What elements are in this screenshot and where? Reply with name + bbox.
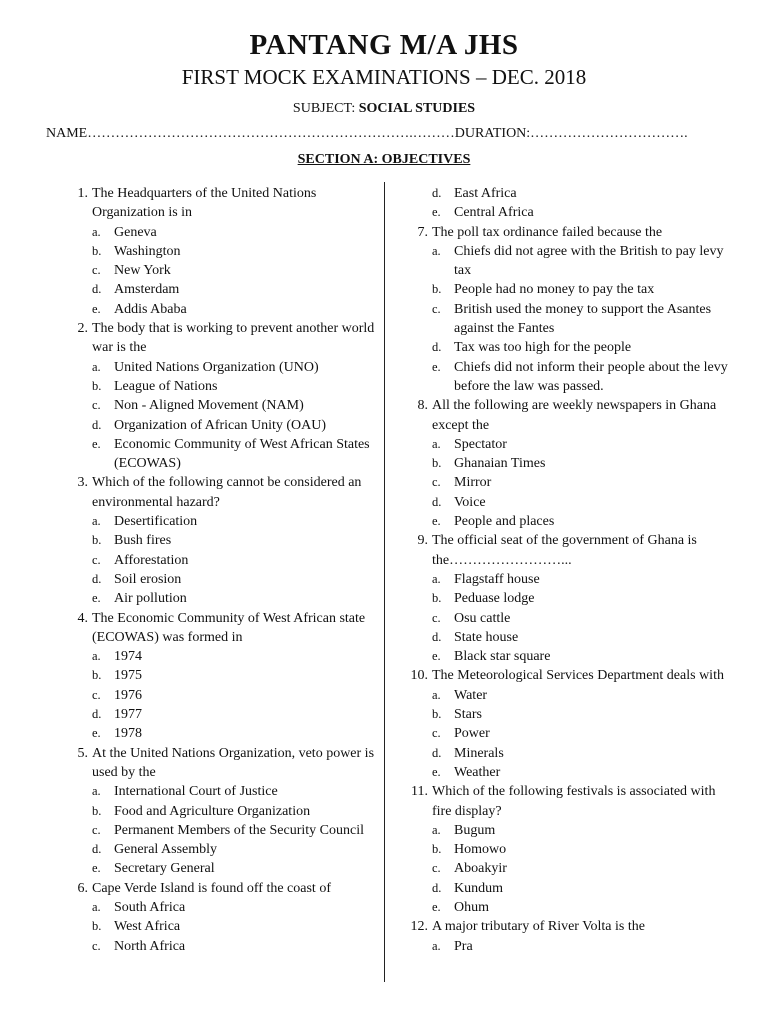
option-letter: d. bbox=[92, 707, 102, 722]
section-title: SECTION A: OBJECTIVES bbox=[297, 152, 471, 167]
option-letter: c. bbox=[432, 301, 441, 316]
option-text: Voice bbox=[454, 494, 486, 510]
question-number: 6. bbox=[77, 880, 88, 896]
option-letter: c. bbox=[432, 610, 441, 625]
question-item bbox=[406, 396, 732, 435]
answer-option bbox=[406, 184, 732, 203]
question-text: All the following are weekly newspapers in Ghana except the bbox=[432, 398, 717, 433]
left-column bbox=[66, 184, 376, 956]
option-text: Water bbox=[454, 687, 488, 703]
right-column bbox=[406, 184, 732, 956]
question-item bbox=[66, 473, 376, 512]
option-text: Weather bbox=[454, 764, 501, 780]
answer-option bbox=[406, 512, 732, 531]
option-text: Ghanaian Times bbox=[454, 456, 546, 472]
answer-option bbox=[66, 859, 376, 878]
answer-option bbox=[66, 300, 376, 319]
option-letter: a. bbox=[92, 899, 101, 914]
option-text: Non - Aligned Movement (NAM) bbox=[114, 398, 304, 414]
answer-option bbox=[66, 802, 376, 821]
option-letter: c. bbox=[92, 822, 101, 837]
option-text: International Court of Justice bbox=[114, 784, 278, 800]
option-text: Stars bbox=[454, 707, 482, 723]
answer-option bbox=[66, 396, 376, 415]
answer-option bbox=[66, 416, 376, 435]
option-text: 1975 bbox=[114, 668, 142, 684]
name-duration-line bbox=[46, 125, 718, 143]
answer-option bbox=[66, 840, 376, 859]
answer-option bbox=[66, 280, 376, 299]
school-name: PANTANG M/A JHS bbox=[249, 29, 519, 61]
answer-option bbox=[406, 628, 732, 647]
question-number: 5. bbox=[77, 745, 88, 761]
option-text: East Africa bbox=[454, 186, 517, 201]
answer-option bbox=[406, 300, 732, 339]
option-text: State house bbox=[454, 629, 519, 645]
option-letter: a. bbox=[432, 243, 441, 258]
answer-option bbox=[406, 744, 732, 763]
option-letter: e. bbox=[92, 436, 101, 451]
option-text: Kundum bbox=[454, 880, 503, 896]
question-number: 4. bbox=[77, 610, 88, 626]
option-letter: b. bbox=[432, 707, 442, 722]
option-text: Air pollution bbox=[114, 591, 187, 607]
option-letter: e. bbox=[432, 205, 441, 220]
answer-option bbox=[406, 879, 732, 898]
answer-option bbox=[66, 898, 376, 917]
answer-option bbox=[406, 763, 732, 782]
answer-option bbox=[66, 821, 376, 840]
option-text: Mirror bbox=[454, 475, 492, 491]
option-text: Geneva bbox=[114, 224, 157, 240]
option-letter: a. bbox=[92, 359, 101, 374]
answer-option bbox=[406, 570, 732, 589]
option-text: League of Nations bbox=[114, 378, 218, 394]
question-number: 8. bbox=[417, 398, 428, 414]
option-letter: d. bbox=[92, 282, 102, 297]
answer-option bbox=[66, 551, 376, 570]
option-text: New York bbox=[114, 263, 171, 279]
option-letter: b. bbox=[432, 842, 442, 857]
option-text: Desertification bbox=[114, 514, 198, 530]
answer-option bbox=[406, 358, 732, 397]
option-letter: a. bbox=[432, 822, 441, 837]
question-text: At the United Nations Organization, veto power is used by the bbox=[92, 745, 375, 780]
question-number: 1. bbox=[77, 186, 88, 201]
option-text: Pra bbox=[454, 938, 473, 954]
answer-option bbox=[406, 898, 732, 917]
answer-option bbox=[66, 686, 376, 705]
option-letter: c. bbox=[92, 687, 101, 702]
answer-option bbox=[406, 840, 732, 859]
option-letter: d. bbox=[432, 745, 442, 760]
option-text: West Africa bbox=[114, 919, 181, 935]
subject-label: SUBJECT: bbox=[292, 101, 359, 116]
question-item bbox=[66, 879, 376, 898]
option-text: 1976 bbox=[114, 687, 142, 703]
option-letter: d. bbox=[432, 186, 442, 200]
name-label: NAME bbox=[46, 126, 88, 141]
option-letter: b. bbox=[432, 591, 442, 606]
option-text: Food and Agriculture Organization bbox=[114, 803, 311, 819]
option-letter: a. bbox=[92, 514, 101, 529]
answer-option bbox=[406, 280, 732, 299]
answer-option bbox=[406, 203, 732, 222]
answer-option bbox=[406, 609, 732, 628]
option-text: Washington bbox=[114, 243, 181, 259]
answer-option bbox=[66, 724, 376, 743]
option-text: British used the money to support the Asantes against the Fantes bbox=[454, 301, 712, 337]
option-text: Homowo bbox=[454, 842, 507, 858]
name-blank: …………………………………………………………….……… bbox=[87, 126, 455, 141]
question-number: 12. bbox=[410, 919, 428, 935]
option-text: Black star square bbox=[454, 649, 551, 665]
option-letter: e. bbox=[92, 861, 101, 876]
exam-title: FIRST MOCK EXAMINATIONS – DEC. 2018 bbox=[181, 65, 587, 89]
option-text: Spectator bbox=[454, 436, 507, 452]
question-number: 11. bbox=[411, 784, 428, 800]
option-text: Economic Community of West African States (ECOWAS) bbox=[114, 436, 370, 472]
option-text: Soil erosion bbox=[114, 571, 182, 587]
option-letter: d. bbox=[432, 494, 442, 509]
option-letter: c. bbox=[92, 398, 101, 413]
option-text: Central Africa bbox=[454, 205, 534, 221]
answer-option bbox=[66, 589, 376, 608]
subject-line bbox=[0, 100, 768, 118]
question-text: A major tributary of River Volta is the bbox=[432, 919, 645, 935]
option-text: 1977 bbox=[114, 707, 142, 723]
question-item bbox=[406, 917, 732, 936]
option-letter: c. bbox=[92, 263, 101, 278]
option-letter: a. bbox=[92, 649, 101, 664]
option-text: People and places bbox=[454, 514, 555, 530]
answer-option bbox=[66, 261, 376, 280]
option-letter: c. bbox=[92, 938, 101, 953]
option-text: Tax was too high for the people bbox=[454, 340, 632, 356]
option-text: Peduase lodge bbox=[454, 591, 535, 607]
question-text: The Meteorological Services Department deals with bbox=[432, 668, 724, 684]
option-text: Addis Ababa bbox=[114, 301, 187, 317]
option-text: Chiefs did not inform their people about the levy before the law was passed. bbox=[454, 359, 728, 394]
option-letter: d. bbox=[92, 417, 102, 432]
answer-option bbox=[66, 512, 376, 531]
answer-option bbox=[66, 242, 376, 261]
answer-option bbox=[66, 917, 376, 936]
answer-option bbox=[406, 647, 732, 666]
option-letter: c. bbox=[432, 726, 441, 741]
option-letter: c. bbox=[432, 475, 441, 490]
option-letter: e. bbox=[432, 899, 441, 914]
answer-option bbox=[66, 782, 376, 801]
question-number: 7. bbox=[417, 224, 428, 240]
option-letter: a. bbox=[92, 784, 101, 799]
option-letter: b. bbox=[432, 456, 442, 471]
option-text: Secretary General bbox=[114, 861, 215, 877]
question-number: 10. bbox=[410, 668, 428, 684]
answer-option bbox=[66, 358, 376, 377]
option-letter: c. bbox=[92, 552, 101, 567]
option-letter: e. bbox=[432, 514, 441, 529]
option-text: United Nations Organization (UNO) bbox=[114, 359, 319, 375]
option-letter: d. bbox=[92, 571, 102, 586]
option-text: Aboakyir bbox=[454, 861, 507, 877]
answer-option bbox=[66, 647, 376, 666]
answer-option bbox=[66, 435, 376, 474]
question-item bbox=[406, 782, 732, 821]
duration-blank: :……………………………. bbox=[526, 126, 688, 141]
question-number: 2. bbox=[77, 321, 88, 337]
answer-option bbox=[406, 724, 732, 743]
option-text: People had no money to pay the tax bbox=[454, 282, 655, 298]
option-letter: b. bbox=[92, 378, 102, 393]
option-text: Permanent Members of the Security Council bbox=[114, 822, 364, 838]
column-divider bbox=[384, 182, 385, 982]
answer-option bbox=[406, 242, 732, 281]
option-text: Amsterdam bbox=[114, 282, 180, 298]
answer-option bbox=[406, 473, 732, 492]
question-text: Which of the following cannot be considered an environmental hazard? bbox=[92, 475, 362, 510]
option-letter: a. bbox=[432, 571, 441, 586]
answer-option bbox=[66, 377, 376, 396]
question-number: 9. bbox=[417, 533, 428, 549]
option-letter: e. bbox=[432, 764, 441, 779]
option-letter: b. bbox=[92, 533, 102, 548]
answer-option bbox=[66, 223, 376, 242]
question-text: The Headquarters of the United Nations Organization is in bbox=[92, 186, 317, 221]
option-letter: e. bbox=[432, 649, 441, 664]
answer-option bbox=[406, 454, 732, 473]
option-letter: d. bbox=[432, 340, 442, 355]
option-text: 1974 bbox=[114, 649, 142, 665]
answer-option bbox=[406, 338, 732, 357]
duration-label: DURATION bbox=[454, 126, 527, 141]
option-text: South Africa bbox=[114, 899, 186, 915]
answer-option bbox=[406, 937, 732, 956]
option-letter: d. bbox=[432, 629, 442, 644]
option-text: North Africa bbox=[114, 938, 186, 954]
question-text: The Economic Community of West African state (ECOWAS) was formed in bbox=[92, 610, 366, 645]
question-text: The body that is working to prevent another world war is the bbox=[92, 321, 375, 356]
question-text: Cape Verde Island is found off the coast of bbox=[92, 880, 331, 896]
option-text: Power bbox=[454, 726, 490, 742]
answer-option bbox=[406, 493, 732, 512]
option-text: Osu cattle bbox=[454, 610, 511, 626]
question-text: The official seat of the government of Ghana is the……………………... bbox=[432, 533, 697, 568]
option-letter: d. bbox=[432, 880, 442, 895]
question-item bbox=[66, 609, 376, 648]
option-text: Flagstaff house bbox=[454, 571, 540, 587]
exam-header bbox=[0, 28, 768, 118]
subject-value: SOCIAL STUDIES bbox=[358, 101, 476, 116]
option-letter: a. bbox=[92, 224, 101, 239]
option-letter: e. bbox=[92, 301, 101, 316]
answer-option bbox=[66, 666, 376, 685]
answer-option bbox=[406, 589, 732, 608]
option-text: 1978 bbox=[114, 726, 142, 742]
option-letter: b. bbox=[92, 243, 102, 258]
answer-option bbox=[66, 570, 376, 589]
question-text: Which of the following festivals is associated with fire display? bbox=[432, 784, 716, 819]
option-letter: b. bbox=[92, 803, 102, 818]
option-text: Afforestation bbox=[114, 552, 189, 568]
option-text: Chiefs did not agree with the British to pay levy tax bbox=[454, 243, 724, 279]
question-number: 3. bbox=[77, 475, 88, 491]
answer-option bbox=[66, 937, 376, 956]
option-letter: a. bbox=[432, 938, 441, 953]
question-item bbox=[66, 319, 376, 358]
option-letter: b. bbox=[92, 919, 102, 934]
answer-option bbox=[406, 686, 732, 705]
option-letter: c. bbox=[432, 861, 441, 876]
question-item bbox=[66, 744, 376, 783]
option-letter: b. bbox=[432, 282, 442, 297]
option-letter: b. bbox=[92, 668, 102, 683]
option-text: Bugum bbox=[454, 822, 496, 838]
question-text: The poll tax ordinance failed because the bbox=[432, 224, 663, 240]
option-letter: e. bbox=[432, 359, 441, 374]
question-item bbox=[406, 531, 732, 570]
option-text: Ohum bbox=[454, 899, 489, 915]
answer-option bbox=[66, 531, 376, 550]
option-letter: e. bbox=[92, 591, 101, 606]
answer-option bbox=[66, 705, 376, 724]
option-text: Organization of African Unity (OAU) bbox=[114, 417, 327, 433]
option-text: Bush fires bbox=[114, 533, 172, 549]
option-text: General Assembly bbox=[114, 842, 218, 858]
answer-option bbox=[406, 821, 732, 840]
question-item bbox=[66, 184, 376, 223]
question-item bbox=[406, 666, 732, 685]
option-text: Minerals bbox=[454, 745, 504, 761]
option-letter: a. bbox=[432, 436, 441, 451]
answer-option bbox=[406, 435, 732, 454]
question-item bbox=[406, 223, 732, 242]
answer-option bbox=[406, 859, 732, 878]
option-letter: a. bbox=[432, 687, 441, 702]
option-letter: e. bbox=[92, 726, 101, 741]
answer-option bbox=[406, 705, 732, 724]
option-letter: d. bbox=[92, 842, 102, 857]
